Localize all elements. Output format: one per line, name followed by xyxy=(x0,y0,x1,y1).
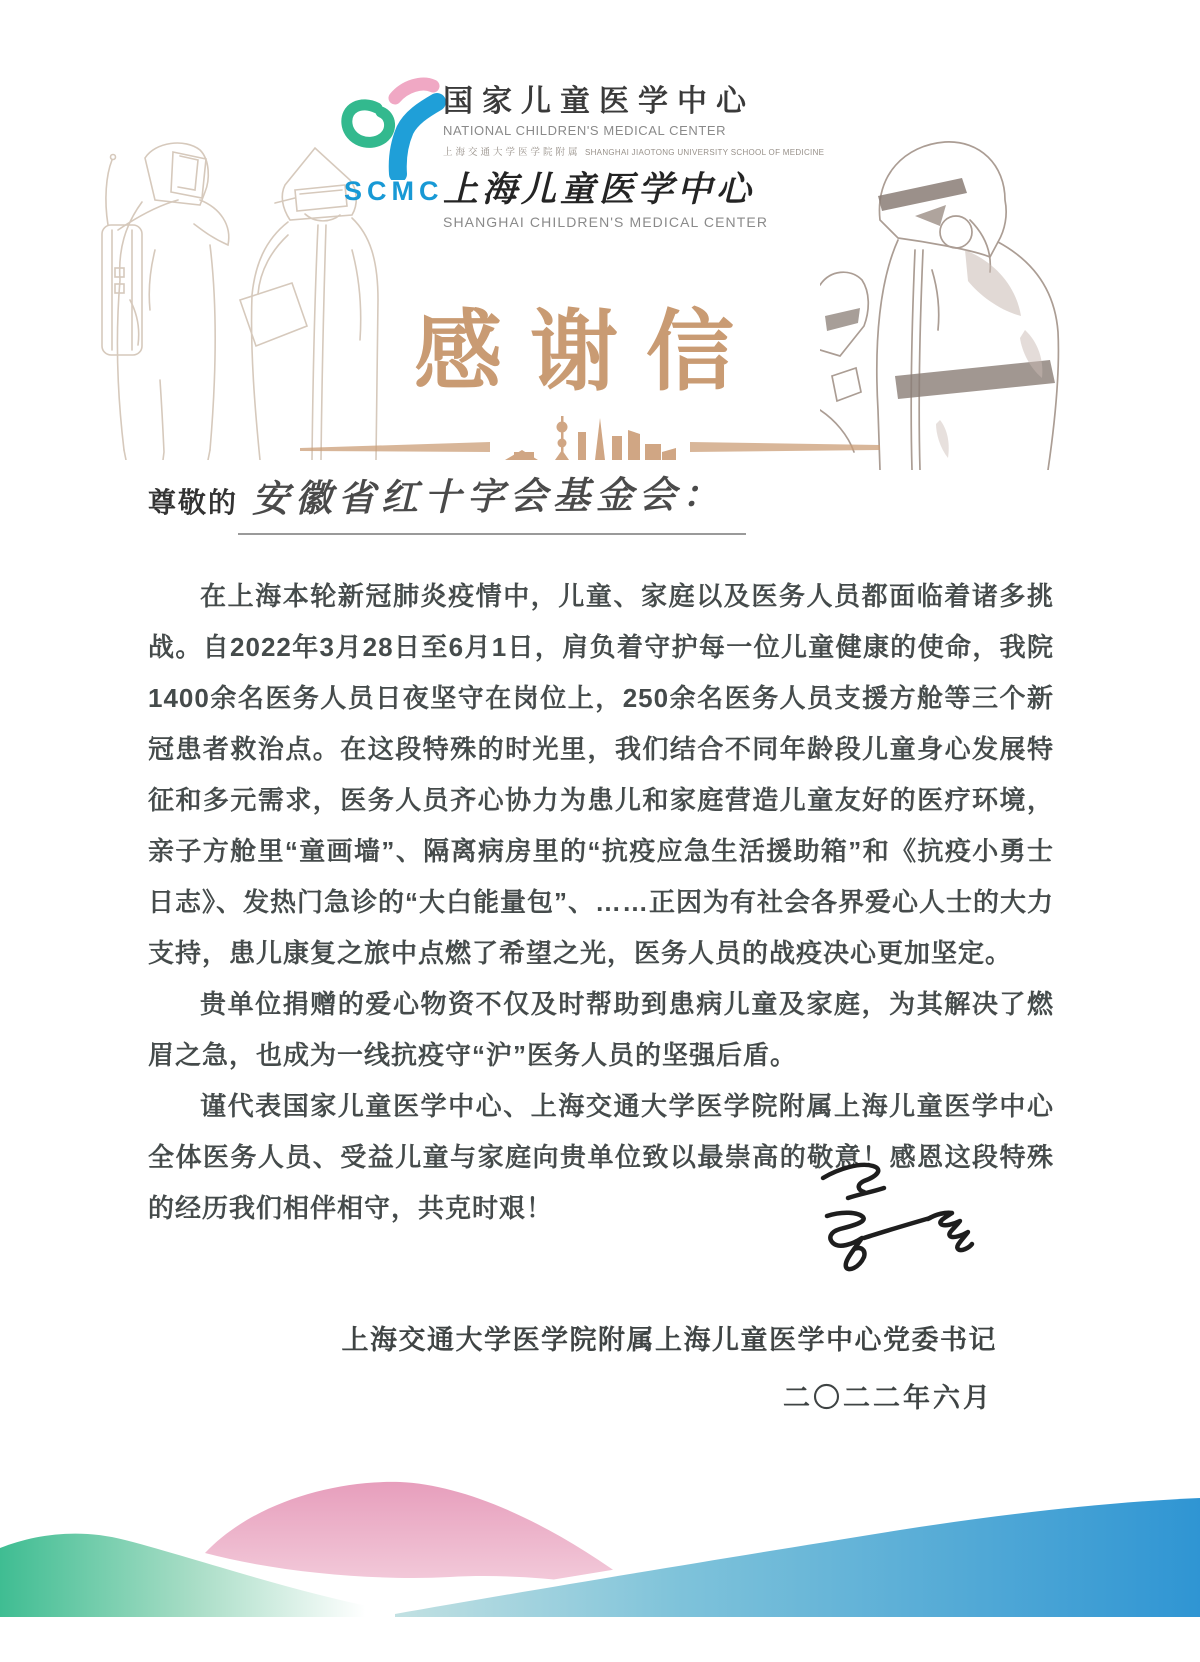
affiliation-cn: 上海交通大学医学院附属 xyxy=(443,147,581,158)
national-center-en: NATIONAL CHILDREN'S MEDICAL CENTER xyxy=(443,123,727,138)
recipient-underline xyxy=(238,533,746,535)
bottom-wave-decoration xyxy=(0,1392,1200,1662)
shanghai-center-en: SHANGHAI CHILDREN'S MEDICAL CENTER xyxy=(443,214,769,230)
scmc-logo xyxy=(325,70,460,180)
affiliation-line xyxy=(443,142,825,160)
skyline-divider xyxy=(300,412,880,470)
letter-title: 感谢信 xyxy=(413,302,762,401)
national-center-cn: 国家儿童医学中心 xyxy=(443,85,755,118)
signoff-org-title: 上海交通大学医学院附属上海儿童医学中心党委书记 xyxy=(341,1325,997,1355)
paragraph-2: 贵单位捐赠的爱心物资不仅及时帮助到患病儿童及家庭，为其解决了燃眉之急，也成为一线抗疫守“沪”医务人员的坚强后盾。 xyxy=(148,989,1054,1070)
paragraph-1: 在上海本轮新冠肺炎疫情中，儿童、家庭以及医务人员都面临着诸多挑战。自2022年3月28日至6月1日，肩负着守护每一位儿童健康的使命，我院1400余名医务人员日夜坚守在岗位上，250余名医务人员支援方舱等三个新冠患者救治点。在这段特殊的时光里，我们结合不同年龄段儿童身心发展特征和多元需求，医务人员齐心协力为患儿和家庭营造儿童友好的医疗环境，亲子方舱里“童画墙”、隔离病房里的“抗疫应急生活援助箱”和《抗疫小勇士日志》、发热门急诊的“大白能量包”、……正因为有社会各界爱心人士的大力支持，患儿康复之旅中点燃了希望之光，医务人员的战疫决心更加坚定。 xyxy=(148,581,1055,968)
salutation-prefix: 尊敬的 xyxy=(148,487,239,518)
signoff-date: 二〇二二年六月 xyxy=(783,1383,993,1413)
header-titles xyxy=(443,76,825,230)
affiliation-en: SHANGHAI JIAOTONG UNIVERSITY SCHOOL OF MEDICINE xyxy=(584,148,825,157)
handwritten-signature xyxy=(760,1085,1010,1300)
recipient-handwritten: 安徽省红十字会基金会： xyxy=(251,471,726,521)
paragraph-3: 谨代表国家儿童医学中心、上海交通大学医学院附属上海儿童医学中心全体医务人员、受益儿童与家庭向贵单位致以最崇高的敬意！感恩这段特殊的经历我们相伴相守，共克时艰！ xyxy=(148,1091,1054,1223)
scmc-logo-text: SCMC xyxy=(344,176,444,206)
shanghai-center-cn: 上海儿童医学中心 xyxy=(443,169,756,210)
